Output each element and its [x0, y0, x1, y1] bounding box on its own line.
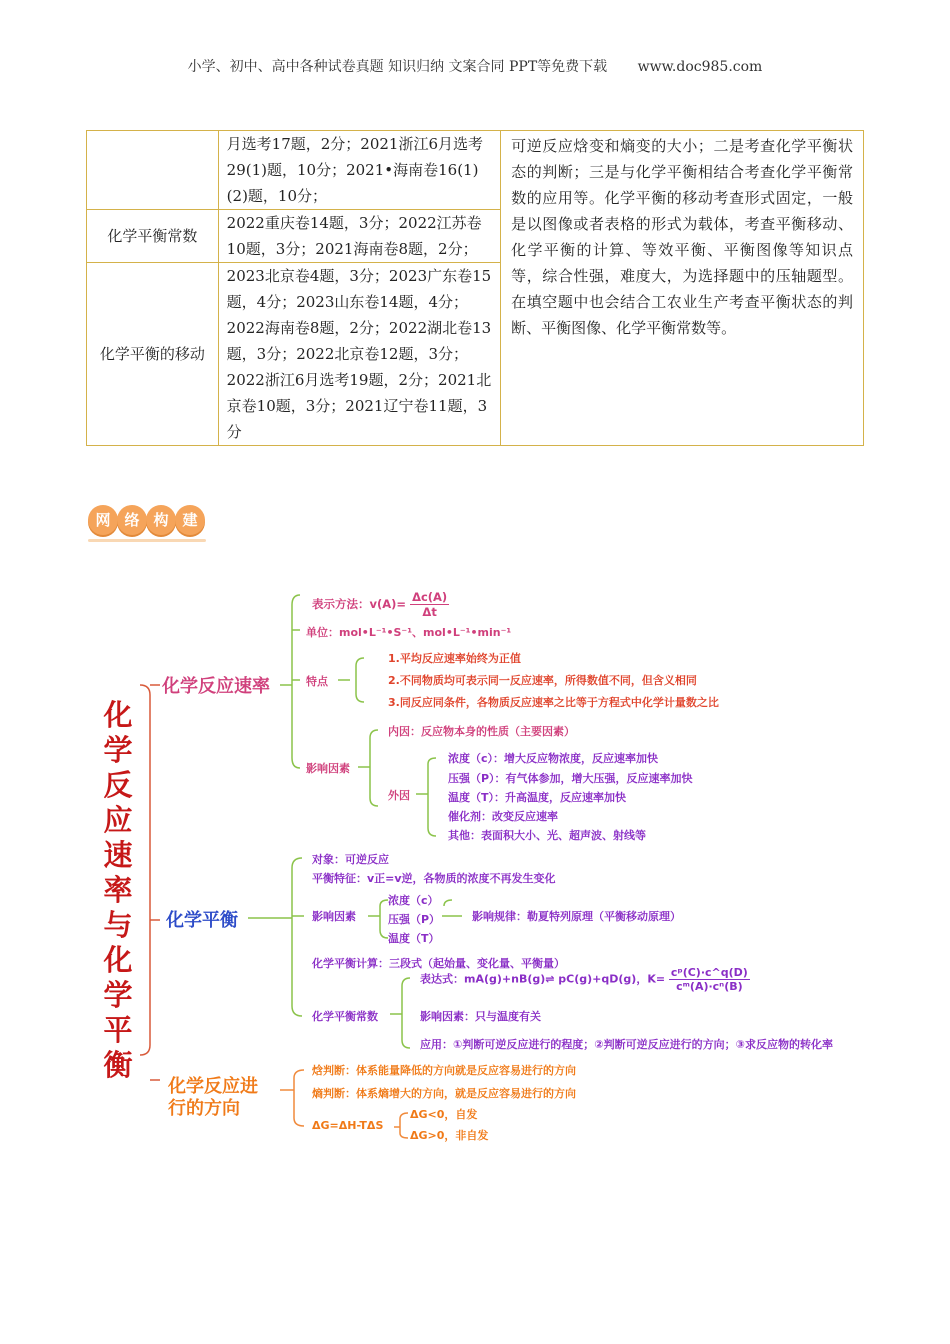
- exams-cell: 2023北京卷4题，3分；2023广东卷15题，4分；2023山东卷14题，4分；2022海南卷8题，2分；2022湖北卷13题，3分；2022北京卷12题，3分；2022浙江6月选考19题，2分；2021北京卷10题，3分；2021辽宁卷11题，3分: [218, 263, 500, 446]
- equilibrium-application: 应用：①判断可逆反应进行的程度；②判断可逆反应进行的方向；③求反应物的转化率: [420, 1038, 833, 1051]
- topic-cell: 化学平衡的移动: [87, 263, 219, 446]
- exam-table: [86, 130, 864, 446]
- page-header: [0, 56, 950, 76]
- topic-cell: [87, 131, 219, 210]
- rate-external-item: 催化剂：改变反应速率: [448, 810, 558, 823]
- topic-cell: 化学平衡常数: [87, 210, 219, 263]
- rate-feature-label: 特点: [306, 675, 328, 688]
- header-site: www.doc985.com: [637, 59, 763, 75]
- direction-gibbs: ΔG=ΔH-TΔS: [312, 1119, 384, 1132]
- badge-char: 络: [117, 505, 147, 535]
- equilibrium-feature: 平衡特征：v正=v逆，各物质的浓度不再发生变化: [312, 872, 556, 885]
- badge-char: 构: [146, 505, 176, 535]
- analysis-text: 可逆反应焓变和熵变的大小；二是考查化学平衡状态的判断；三是与化学平衡相结合考查化学平衡常数的应用等。化学平衡的移动考查形式固定，一般是以图像或者表格的形式为载体，考查平衡移动、化学平衡的计算、等效平衡、平衡图像等知识点等，综合性强，难度大，为选择题中的压轴题型。在填空题中也会结合工农业生产考查平衡状态的判断、平衡图像、化学平衡常数等。: [511, 137, 853, 337]
- direction-enthalpy: 焓判断：体系能量降低的方向就是反应容易进行的方向: [312, 1064, 576, 1077]
- mind-map: [0, 570, 950, 1150]
- rate-unit: 单位：mol•L⁻¹•S⁻¹、mol•L⁻¹•min⁻¹: [306, 626, 512, 639]
- badge-underline: [88, 539, 206, 542]
- equilibrium-rule: 影响规律：勒夏特列原理（平衡移动原理）: [472, 910, 681, 923]
- equilibrium-fraction-numerator: cᵖ(C)·c^q(D): [670, 966, 748, 979]
- rate-internal: 内因：反应物本身的性质（主要因素）: [388, 725, 575, 738]
- analysis-cell: [501, 131, 864, 446]
- header-text: 小学、初中、高中各种试卷真题 知识归纳 文案合同 PPT等免费下载: [187, 59, 608, 75]
- equilibrium-factor: 浓度（c）: [388, 894, 439, 907]
- equilibrium-expression-label: 表达式：mA(g)+nB(g)⇌ pC(g)+qD(g)，K=: [420, 972, 666, 986]
- direction-title-line1: 化学反应进: [168, 1076, 258, 1097]
- mind-map-root: 化学反应速率与化学平衡: [103, 698, 133, 1082]
- equilibrium-factor-label: 影响因素: [312, 910, 356, 923]
- rate-expression-label: 表示方法：v(A)=: [312, 597, 407, 611]
- exams-cell: 月选考17题，2分；2021浙江6月选考29(1)题，10分；2021•海南卷16(1)(2)题，10分；: [218, 131, 500, 210]
- badge-char: 网: [88, 505, 118, 535]
- equilibrium-const-factor: 影响因素：只与温度有关: [420, 1010, 541, 1023]
- rate-external-item: 压强（P）：有气体参加，增大压强，反应速率加快: [448, 772, 693, 785]
- equilibrium-factor: 温度（T）: [388, 932, 440, 945]
- equilibrium-title: 化学平衡: [166, 910, 238, 931]
- rate-feature-item: 3.同反应同条件，各物质反应速率之比等于方程式中化学计量数之比: [388, 696, 719, 709]
- table-row: [87, 131, 864, 210]
- rate-feature-item: 2.不同物质均可表示同一反应速率，所得数值不同，但含义相同: [388, 674, 697, 687]
- rate-external-item: 温度（T）：升高温度，反应速率加快: [448, 791, 627, 804]
- direction-nonspontaneous: ΔG>0，非自发: [410, 1129, 489, 1142]
- badge-char: 建: [175, 505, 205, 535]
- equilibrium-fraction: [669, 966, 750, 993]
- rate-fraction-numerator: Δc(A): [412, 590, 448, 604]
- equilibrium-factor: 压强（P）: [388, 913, 441, 926]
- rate-external-item: 其他：表面积大小、光、超声波、射线等: [448, 829, 646, 842]
- network-badge: [88, 505, 208, 541]
- exams-cell: 2022重庆卷14题，3分；2022江苏卷10题，3分；2021海南卷8题，2分；: [218, 210, 500, 263]
- equilibrium-object: 对象：可逆反应: [312, 853, 389, 866]
- rate-title: 化学反应速率: [162, 676, 270, 697]
- rate-fraction-denominator: Δt: [422, 605, 437, 619]
- rate-expression: [312, 590, 449, 619]
- rate-factor-label: 影响因素: [306, 762, 350, 775]
- rate-feature-item: 1.平均反应速率始终为正值: [388, 652, 521, 665]
- equilibrium-fraction-denominator: cᵐ(A)·cⁿ(B): [676, 980, 743, 993]
- direction-spontaneous: ΔG<0，自发: [410, 1108, 478, 1121]
- rate-external-item: 浓度（c）：增大反应物浓度，反应速率加快: [448, 752, 659, 765]
- direction-title-line2: 行的方向: [168, 1098, 240, 1119]
- equilibrium-expression: [420, 966, 750, 993]
- rate-external-label: 外因: [388, 789, 410, 802]
- equilibrium-calc: 化学平衡计算：三段式（起始量、变化量、平衡量）: [312, 957, 565, 970]
- rate-fraction: [410, 590, 449, 619]
- direction-entropy: 熵判断：体系熵增大的方向，就是反应容易进行的方向: [312, 1087, 576, 1100]
- equilibrium-const-label: 化学平衡常数: [312, 1010, 378, 1023]
